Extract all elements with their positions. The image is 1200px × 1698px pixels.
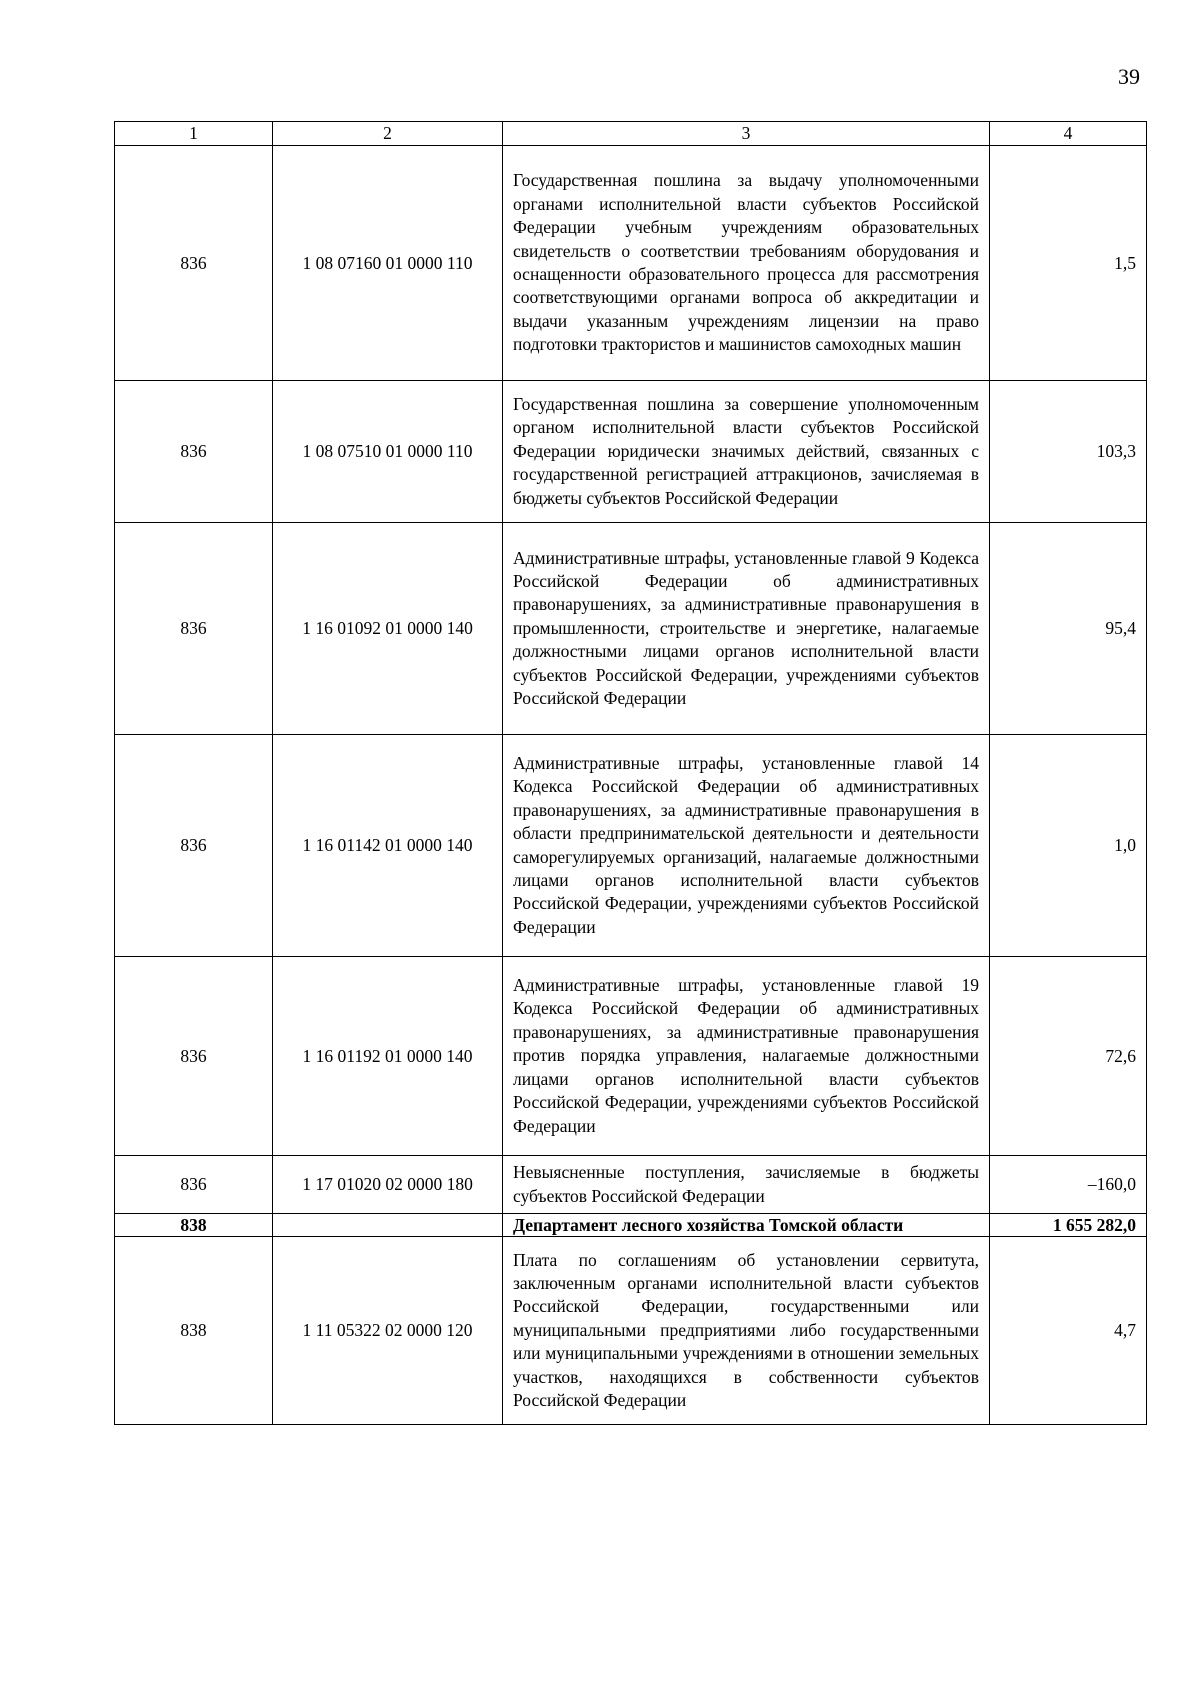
table-header-row [115, 122, 1147, 146]
amount-cell: 103,3 [990, 381, 1147, 523]
table-row [115, 381, 1147, 523]
budget-code-cell [273, 1214, 503, 1237]
table-row [115, 1156, 1147, 1214]
table-row [115, 735, 1147, 957]
table-row [115, 957, 1147, 1156]
budget-code-cell: 1 08 07160 01 0000 110 [273, 146, 503, 381]
table-row [115, 523, 1147, 735]
department-total-cell: 1 655 282,0 [990, 1214, 1147, 1237]
amount-cell: –160,0 [990, 1156, 1147, 1214]
description-cell: Государственная пошлина за выдачу уполномоченными органами исполнительной власти субъектов Российской Федерации учебным учреждениям образовательных свидетельств о соответствии требованиям оборудования и оснащенности образовательного процесса для рассмотрения соответствующими органами вопроса об аккредитации и выдачи указанным учреждениям лицензии на право подготовки трактористов и машинистов самоходных машин [503, 146, 990, 381]
budget-code-cell: 1 11 05322 02 0000 120 [273, 1237, 503, 1425]
page-number: 39 [1118, 64, 1140, 89]
amount-cell: 72,6 [990, 957, 1147, 1156]
budget-code-cell: 1 16 01142 01 0000 140 [273, 735, 503, 957]
amount-cell: 4,7 [990, 1237, 1147, 1425]
table-row [115, 146, 1147, 381]
column-header-1: 1 [115, 122, 273, 146]
admin-code-cell: 838 [115, 1237, 273, 1425]
column-header-2: 2 [273, 122, 503, 146]
admin-code-cell: 836 [115, 735, 273, 957]
amount-cell: 1,0 [990, 735, 1147, 957]
column-header-4: 4 [990, 122, 1147, 146]
department-row [115, 1214, 1147, 1237]
budget-code-cell: 1 17 01020 02 0000 180 [273, 1156, 503, 1214]
department-name-cell: Департамент лесного хозяйства Томской области [503, 1214, 990, 1237]
amount-cell: 95,4 [990, 523, 1147, 735]
admin-code-cell: 836 [115, 957, 273, 1156]
description-cell: Плата по соглашениям об установлении сервитута, заключенным органами исполнительной власти субъектов Российской Федерации, государственными или муниципальными предприятиями либо государственными или муниципальными учреждениями в отношении земельных участков, находящихся в собственности субъектов Российской Федерации [503, 1237, 990, 1425]
description-cell: Административные штрафы, установленные главой 9 Кодекса Российской Федерации об административных правонарушениях, за административные правонарушения в промышленности, строительстве и энергетике, налагаемые должностными лицами органов исполнительной власти субъектов Российской Федерации, учреждениями субъектов Российской Федерации [503, 523, 990, 735]
description-cell: Административные штрафы, установленные главой 19 Кодекса Российской Федерации об административных правонарушениях, за административные правонарушения против порядка управления, налагаемые должностными лицами органов исполнительной власти субъектов Российской Федерации, учреждениями субъектов Российской Федерации [503, 957, 990, 1156]
revenue-table [114, 121, 1147, 1425]
budget-code-cell: 1 16 01092 01 0000 140 [273, 523, 503, 735]
admin-code-cell: 836 [115, 146, 273, 381]
budget-code-cell: 1 16 01192 01 0000 140 [273, 957, 503, 1156]
admin-code-cell: 836 [115, 381, 273, 523]
budget-code-cell: 1 08 07510 01 0000 110 [273, 381, 503, 523]
description-cell: Административные штрафы, установленные главой 14 Кодекса Российской Федерации об административных правонарушениях, за административные правонарушения в области предпринимательской деятельности и деятельности саморегулируемых организаций, налагаемые должностными лицами органов исполнительной власти субъектов Российской Федерации, учреждениями субъектов Российской Федерации [503, 735, 990, 957]
admin-code-cell: 838 [115, 1214, 273, 1237]
description-cell: Невыясненные поступления, зачисляемые в бюджеты субъектов Российской Федерации [503, 1156, 990, 1214]
admin-code-cell: 836 [115, 1156, 273, 1214]
description-cell: Государственная пошлина за совершение уполномоченным органом исполнительной власти субъектов Российской Федерации юридически значимых действий, связанных с государственной регистрацией аттракционов, зачисляемая в бюджеты субъектов Российской Федерации [503, 381, 990, 523]
admin-code-cell: 836 [115, 523, 273, 735]
column-header-3: 3 [503, 122, 990, 146]
table-row [115, 1237, 1147, 1425]
amount-cell: 1,5 [990, 146, 1147, 381]
